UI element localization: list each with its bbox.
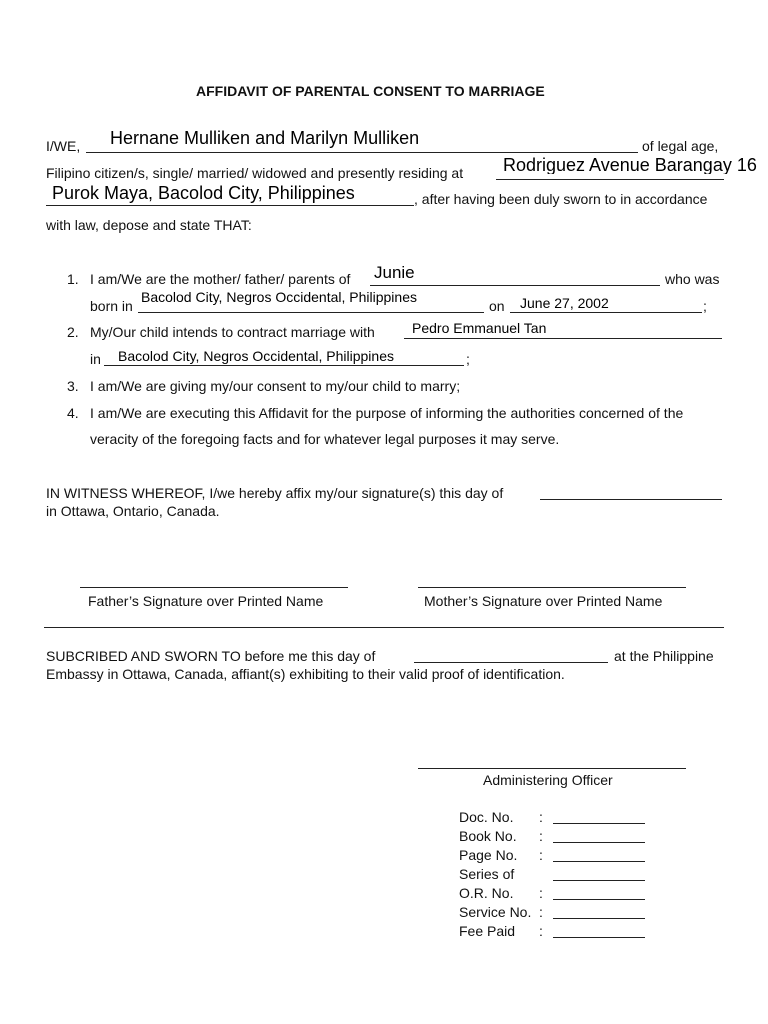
item-3-number: 3.	[67, 378, 79, 394]
item-4-text-line-2: veracity of the foregoing facts and for whatever legal purposes it may serve.	[90, 431, 560, 447]
service-no-label: Service No.	[459, 904, 532, 920]
series-line	[553, 880, 645, 881]
birthplace-line	[138, 312, 484, 313]
parents-names: Hernane Mulliken and Marilyn Mulliken	[110, 128, 420, 148]
sworn-text-part-2: at the Philippine	[614, 648, 714, 664]
or-no-line	[553, 899, 645, 900]
service-no-line	[553, 918, 645, 919]
fee-paid-line	[553, 937, 645, 938]
father-signature-label: Father’s Signature over Printed Name	[88, 593, 324, 609]
or-no-colon: :	[539, 885, 543, 901]
address-part-1: Rodriguez Avenue Barangay 16	[503, 156, 757, 174]
citizen-label: Filipino citizen/s, single/ married/ widowed and presently residing at	[46, 165, 464, 181]
doc-no-line	[553, 823, 645, 824]
officer-label: Administering Officer	[483, 772, 613, 788]
doc-no-label: Doc. No.	[459, 809, 514, 825]
book-no-colon: :	[539, 828, 543, 844]
address-part-2: Purok Maya, Bacolod City, Philippines	[52, 183, 355, 203]
address-line-1	[496, 179, 724, 180]
book-no-label: Book No.	[459, 828, 517, 844]
birthdate: June 27, 2002	[520, 295, 609, 311]
address-line-2	[46, 205, 414, 206]
mother-signature-label: Mother’s Signature over Printed Name	[424, 593, 663, 609]
birthdate-line	[510, 312, 702, 313]
iwe-label: I/WE,	[46, 138, 81, 154]
fee-paid-colon: :	[539, 923, 543, 939]
depose-text: with law, depose and state THAT:	[46, 217, 252, 233]
page-no-line	[553, 861, 645, 862]
item-1-end: ;	[703, 298, 707, 314]
child-name-line	[370, 285, 660, 286]
sworn-text: , after having been duly sworn to in accordance	[414, 191, 708, 207]
sworn-text-part-1: SUBCRIBED AND SWORN TO before me this day of	[46, 648, 376, 664]
who-was-text: who was	[665, 271, 720, 287]
marriage-place-line	[104, 365, 464, 366]
on-label: on	[489, 298, 505, 314]
fee-paid-label: Fee Paid	[459, 923, 516, 939]
partner-line	[404, 338, 722, 339]
item-1-number: 1.	[67, 271, 79, 287]
item-2-end: ;	[466, 351, 470, 367]
father-signature-line	[80, 587, 348, 588]
service-no-colon: :	[539, 904, 543, 920]
item-3-text: I am/We are giving my/our consent to my/our child to marry;	[90, 378, 461, 394]
born-in-label: born in	[90, 298, 133, 314]
witness-text: IN WITNESS WHEREOF, I/we hereby affix my/our signature(s) this day of	[46, 485, 504, 501]
series-label: Series of	[459, 866, 515, 882]
page-no-label: Page No.	[459, 847, 518, 863]
witness-day-line	[540, 499, 722, 500]
item-4-number: 4.	[67, 405, 79, 421]
doc-no-colon: :	[539, 809, 543, 825]
page-no-colon: :	[539, 847, 543, 863]
birthplace: Bacolod City, Negros Occidental, Philippines	[141, 289, 417, 305]
section-divider	[44, 627, 724, 628]
sworn-text-line-2: Embassy in Ottawa, Canada, affiant(s) exhibiting to their valid proof of identification.	[46, 666, 565, 682]
legal-age-label: of legal age,	[642, 138, 719, 154]
item-4-text-line-1: I am/We are executing this Affidavit for the purpose of informing the authorities concerned of the	[90, 405, 684, 421]
names-line	[86, 152, 638, 153]
witness-location: in Ottawa, Ontario, Canada.	[46, 503, 220, 519]
document-title: AFFIDAVIT OF PARENTAL CONSENT TO MARRIAGE	[196, 83, 545, 99]
partner-name: Pedro Emmanuel Tan	[412, 320, 547, 336]
mother-signature-line	[418, 587, 686, 588]
or-no-label: O.R. No.	[459, 885, 514, 901]
in-label: in	[90, 351, 101, 367]
marriage-place: Bacolod City, Negros Occidental, Philippines	[118, 348, 394, 364]
item-1-text: I am/We are the mother/ father/ parents of	[90, 271, 351, 287]
child-name: Junie	[374, 263, 415, 282]
sworn-day-line	[414, 662, 608, 663]
item-2-number: 2.	[67, 324, 79, 340]
item-2-text: My/Our child intends to contract marriage with	[90, 324, 375, 340]
book-no-line	[553, 842, 645, 843]
officer-signature-line	[418, 768, 686, 769]
